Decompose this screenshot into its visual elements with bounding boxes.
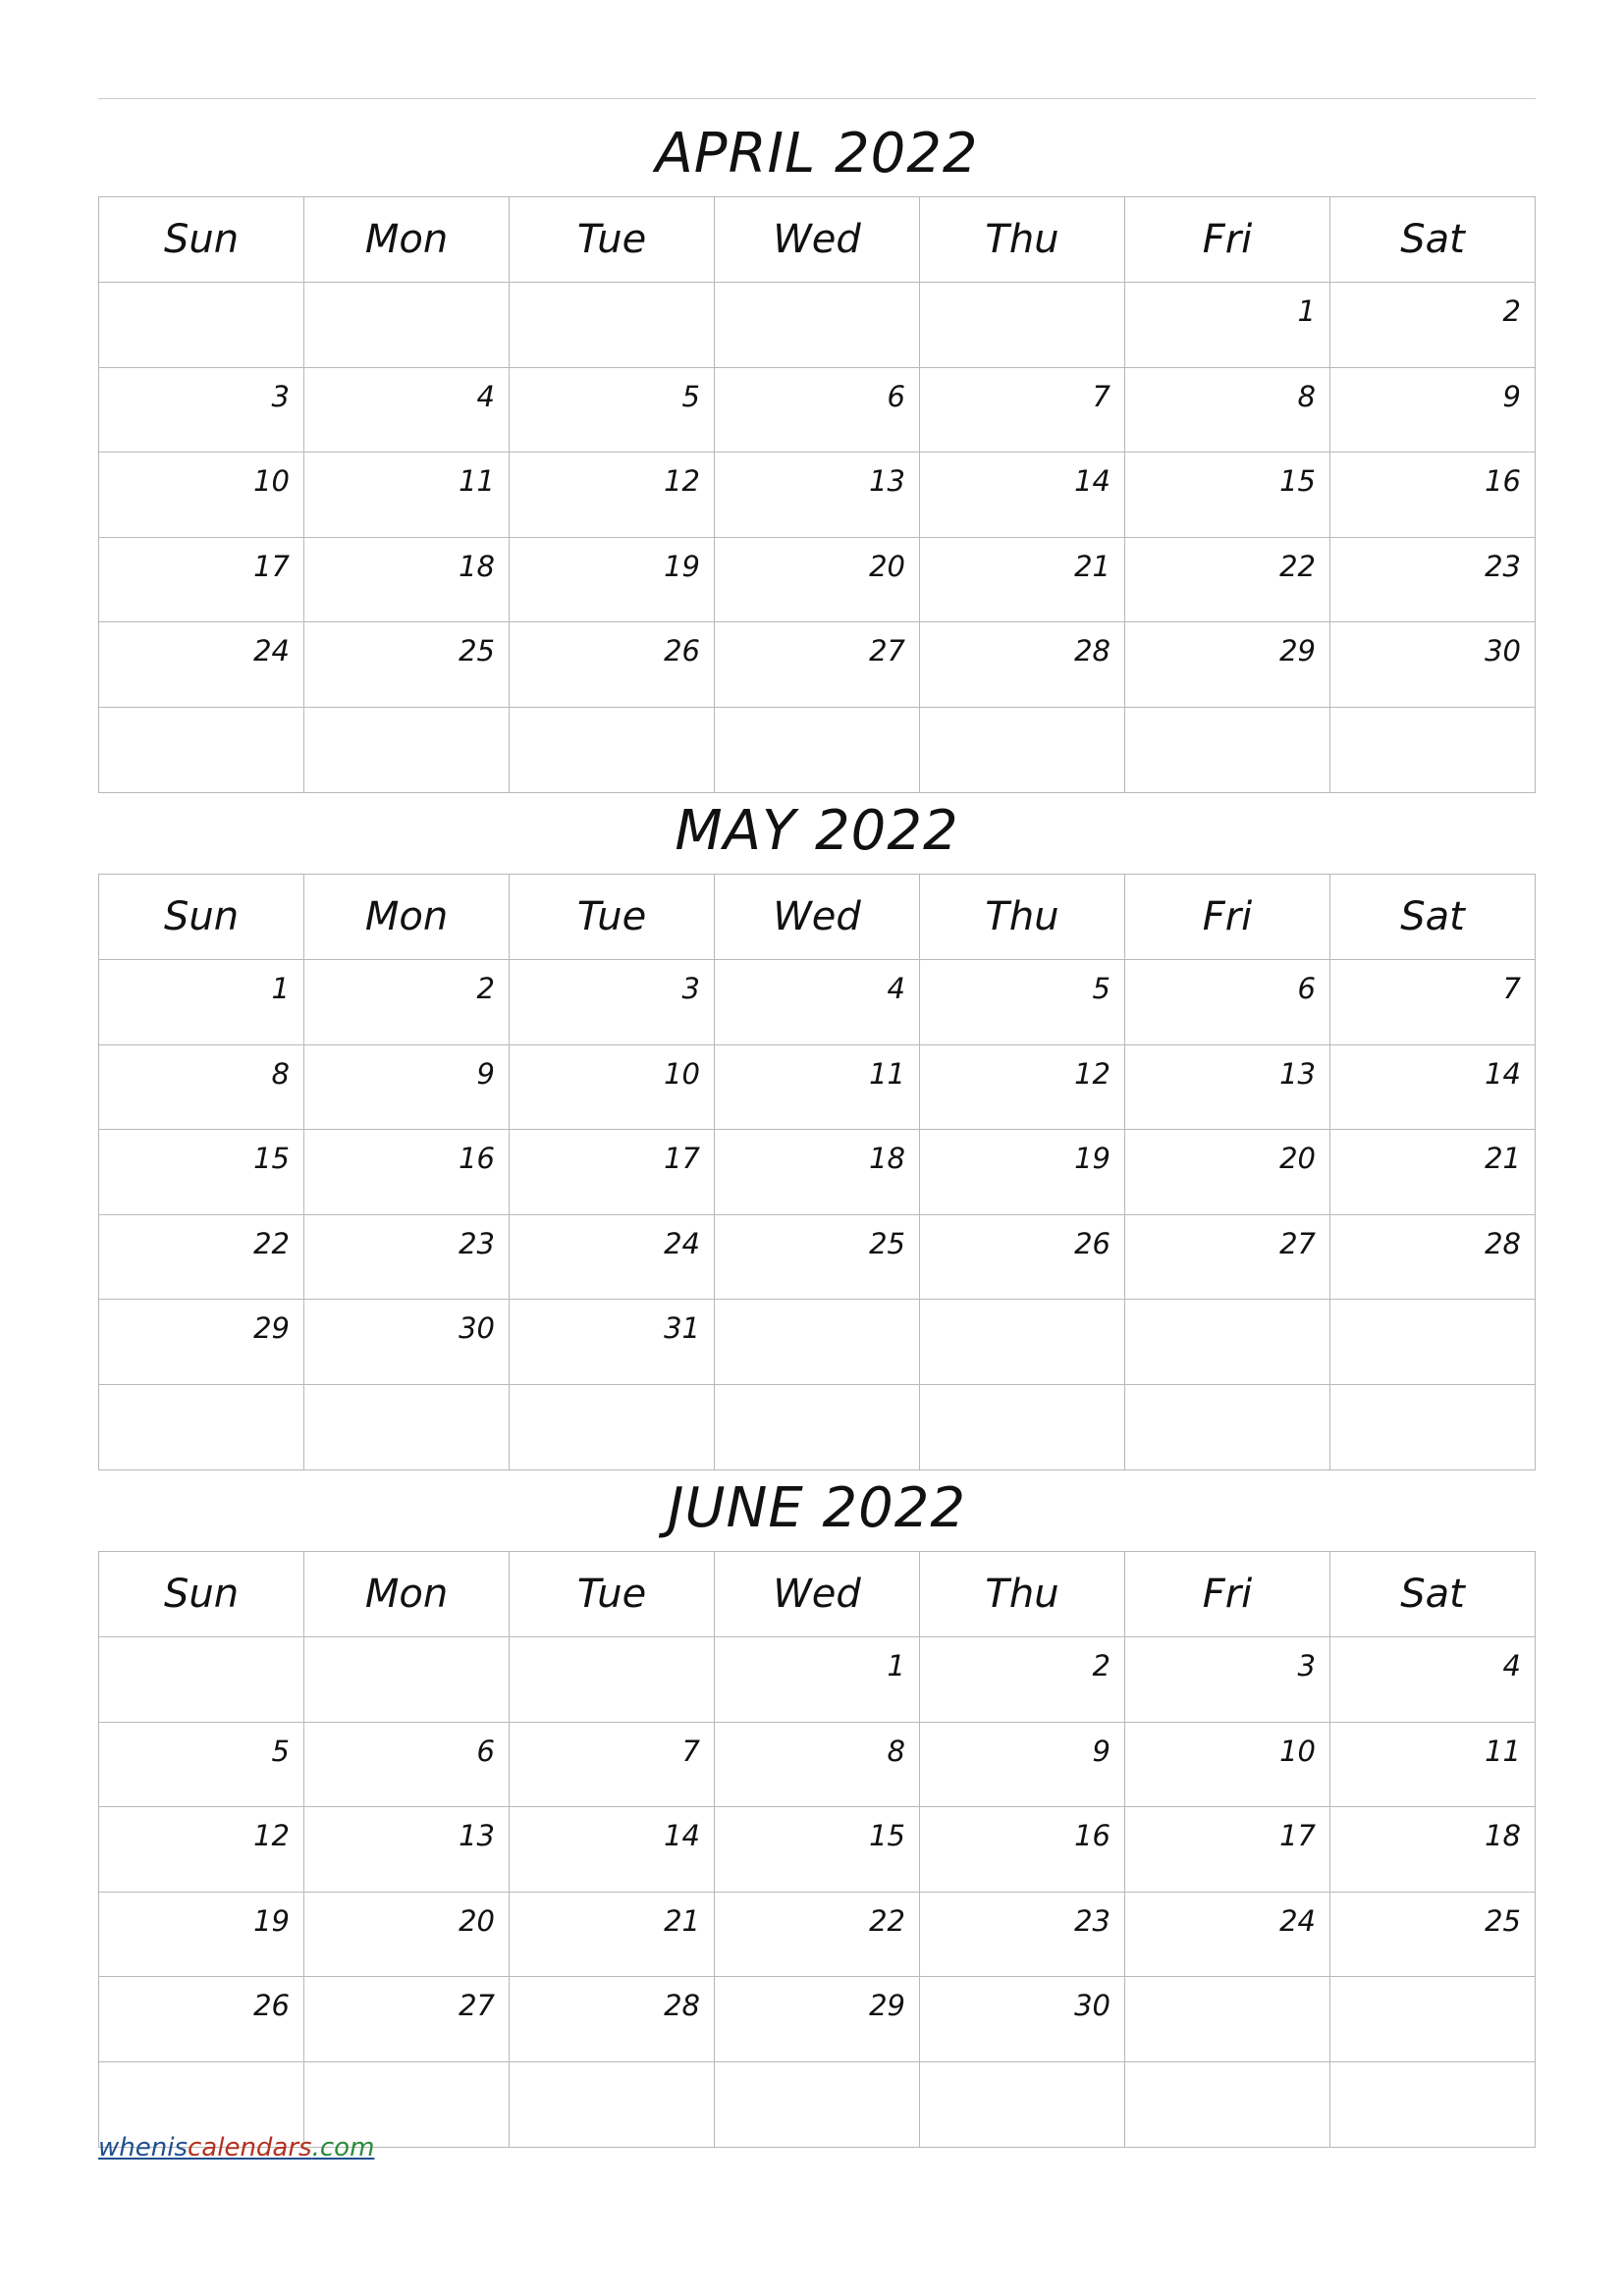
- day-cell: 21: [1330, 1130, 1536, 1215]
- day-cell: 20: [1125, 1130, 1330, 1215]
- month-title: MAY 2022: [675, 799, 959, 863]
- day-cell: 21: [920, 537, 1125, 622]
- day-cell: [715, 283, 920, 368]
- day-cell: [510, 707, 715, 792]
- day-cell: 7: [1330, 960, 1536, 1045]
- day-cell: 14: [920, 453, 1125, 538]
- day-cell: 6: [715, 367, 920, 453]
- weekday-header: Sun: [99, 875, 304, 960]
- day-cell: 10: [510, 1044, 715, 1130]
- month-calendar: [98, 1466, 1536, 2148]
- day-cell: 4: [715, 960, 920, 1045]
- day-cell: 23: [304, 1214, 510, 1300]
- day-cell: 9: [1330, 367, 1536, 453]
- week-row: [99, 1044, 1536, 1130]
- day-cell: 30: [1330, 622, 1536, 708]
- day-cell: 19: [920, 1130, 1125, 1215]
- weekday-header: Fri: [1125, 1552, 1330, 1637]
- weekday-header-row: [99, 1552, 1536, 1637]
- day-cell: 26: [920, 1214, 1125, 1300]
- day-cell: 15: [1125, 453, 1330, 538]
- weekday-header-row: [99, 197, 1536, 283]
- day-cell: [715, 2061, 920, 2147]
- day-cell: 20: [304, 1892, 510, 1977]
- weekday-header: Mon: [304, 1552, 510, 1637]
- weekday-header: Wed: [715, 197, 920, 283]
- month-calendar: [98, 111, 1536, 793]
- day-cell: 6: [304, 1722, 510, 1807]
- month-title: APRIL 2022: [655, 122, 979, 186]
- day-cell: [1330, 1977, 1536, 2062]
- month-calendar: [98, 788, 1536, 1470]
- day-cell: 8: [1125, 367, 1330, 453]
- month-grid: [98, 1551, 1536, 2148]
- day-cell: 26: [99, 1977, 304, 2062]
- week-row: [99, 283, 1536, 368]
- day-cell: [510, 283, 715, 368]
- day-cell: 28: [510, 1977, 715, 2062]
- day-cell: 5: [920, 960, 1125, 1045]
- day-cell: 13: [715, 453, 920, 538]
- site-link[interactable]: [98, 2133, 374, 2163]
- week-row: [99, 1722, 1536, 1807]
- day-cell: 1: [1125, 283, 1330, 368]
- day-cell: [304, 283, 510, 368]
- weekday-header-row: [99, 875, 1536, 960]
- day-cell: 11: [304, 453, 510, 538]
- day-cell: 16: [920, 1807, 1125, 1893]
- day-cell: 12: [510, 453, 715, 538]
- day-cell: 12: [99, 1807, 304, 1893]
- day-cell: 15: [99, 1130, 304, 1215]
- day-cell: [99, 1384, 304, 1469]
- day-cell: 14: [510, 1807, 715, 1893]
- day-cell: 27: [304, 1977, 510, 2062]
- day-cell: 5: [99, 1722, 304, 1807]
- day-cell: 8: [99, 1044, 304, 1130]
- day-cell: 25: [715, 1214, 920, 1300]
- weekday-header: Mon: [304, 197, 510, 283]
- day-cell: 29: [715, 1977, 920, 2062]
- day-cell: 8: [715, 1722, 920, 1807]
- day-cell: 6: [1125, 960, 1330, 1045]
- weekday-header: Sun: [99, 197, 304, 283]
- day-cell: 7: [920, 367, 1125, 453]
- top-divider: [98, 98, 1536, 99]
- day-cell: [920, 1384, 1125, 1469]
- weekday-header: Sun: [99, 1552, 304, 1637]
- day-cell: 20: [715, 537, 920, 622]
- weekday-header: Fri: [1125, 197, 1330, 283]
- day-cell: [715, 1300, 920, 1385]
- weekday-header: Sat: [1330, 197, 1536, 283]
- day-cell: 28: [920, 622, 1125, 708]
- day-cell: 29: [1125, 622, 1330, 708]
- day-cell: 23: [920, 1892, 1125, 1977]
- month-title: JUNE 2022: [667, 1476, 967, 1540]
- day-cell: 18: [304, 537, 510, 622]
- day-cell: 3: [510, 960, 715, 1045]
- week-row: [99, 1214, 1536, 1300]
- month-grid: [98, 874, 1536, 1470]
- day-cell: 21: [510, 1892, 715, 1977]
- day-cell: 19: [99, 1892, 304, 1977]
- weekday-header: Sat: [1330, 1552, 1536, 1637]
- week-row: [99, 622, 1536, 708]
- day-cell: 10: [99, 453, 304, 538]
- day-cell: [304, 707, 510, 792]
- day-cell: 31: [510, 1300, 715, 1385]
- day-cell: 1: [715, 1637, 920, 1723]
- day-cell: 12: [920, 1044, 1125, 1130]
- month-grid: [98, 196, 1536, 793]
- day-cell: 18: [715, 1130, 920, 1215]
- day-cell: 2: [1330, 283, 1536, 368]
- day-cell: 29: [99, 1300, 304, 1385]
- day-cell: [1125, 1300, 1330, 1385]
- day-cell: [715, 1384, 920, 1469]
- week-row: [99, 1892, 1536, 1977]
- day-cell: [304, 1384, 510, 1469]
- weekday-header: Wed: [715, 1552, 920, 1637]
- day-cell: 3: [99, 367, 304, 453]
- day-cell: 30: [920, 1977, 1125, 2062]
- day-cell: 24: [1125, 1892, 1330, 1977]
- weekday-header: Wed: [715, 875, 920, 960]
- day-cell: 3: [1125, 1637, 1330, 1723]
- week-row: [99, 537, 1536, 622]
- day-cell: 30: [304, 1300, 510, 1385]
- day-cell: [1125, 2061, 1330, 2147]
- day-cell: 2: [920, 1637, 1125, 1723]
- weekday-header: Thu: [920, 875, 1125, 960]
- day-cell: [99, 707, 304, 792]
- weekday-header: Sat: [1330, 875, 1536, 960]
- day-cell: 13: [1125, 1044, 1330, 1130]
- day-cell: [99, 283, 304, 368]
- day-cell: 9: [920, 1722, 1125, 1807]
- day-cell: 26: [510, 622, 715, 708]
- day-cell: 24: [510, 1214, 715, 1300]
- day-cell: 16: [1330, 453, 1536, 538]
- day-cell: 10: [1125, 1722, 1330, 1807]
- day-cell: 5: [510, 367, 715, 453]
- day-cell: [99, 1637, 304, 1723]
- day-cell: 28: [1330, 1214, 1536, 1300]
- week-row: [99, 960, 1536, 1045]
- weekday-header: Tue: [510, 1552, 715, 1637]
- day-cell: [1125, 1977, 1330, 2062]
- weekday-header: Fri: [1125, 875, 1330, 960]
- week-row: [99, 1807, 1536, 1893]
- weekday-header: Mon: [304, 875, 510, 960]
- day-cell: 23: [1330, 537, 1536, 622]
- week-row: [99, 1977, 1536, 2062]
- site-link-part-whenis: whenis: [98, 2133, 188, 2163]
- day-cell: 11: [715, 1044, 920, 1130]
- day-cell: 27: [1125, 1214, 1330, 1300]
- week-row: [99, 1300, 1536, 1385]
- day-cell: 1: [99, 960, 304, 1045]
- day-cell: [920, 707, 1125, 792]
- day-cell: [510, 2061, 715, 2147]
- day-cell: [1330, 1300, 1536, 1385]
- day-cell: [920, 1300, 1125, 1385]
- day-cell: 18: [1330, 1807, 1536, 1893]
- week-row: [99, 1130, 1536, 1215]
- day-cell: 14: [1330, 1044, 1536, 1130]
- day-cell: 2: [304, 960, 510, 1045]
- day-cell: 25: [304, 622, 510, 708]
- day-cell: 25: [1330, 1892, 1536, 1977]
- day-cell: 19: [510, 537, 715, 622]
- day-cell: [510, 1384, 715, 1469]
- week-row: [99, 1637, 1536, 1723]
- site-link-part-calendars: calendars: [188, 2133, 312, 2163]
- day-cell: [1330, 707, 1536, 792]
- day-cell: [1330, 2061, 1536, 2147]
- day-cell: 4: [304, 367, 510, 453]
- week-row: [99, 707, 1536, 792]
- weekday-header: Tue: [510, 875, 715, 960]
- day-cell: 22: [1125, 537, 1330, 622]
- day-cell: [715, 707, 920, 792]
- day-cell: 4: [1330, 1637, 1536, 1723]
- day-cell: [1125, 1384, 1330, 1469]
- day-cell: [920, 283, 1125, 368]
- day-cell: 16: [304, 1130, 510, 1215]
- day-cell: 7: [510, 1722, 715, 1807]
- site-link-part-tld: .com: [311, 2133, 375, 2163]
- day-cell: 17: [99, 537, 304, 622]
- day-cell: 15: [715, 1807, 920, 1893]
- day-cell: 17: [1125, 1807, 1330, 1893]
- day-cell: [304, 1637, 510, 1723]
- week-row: [99, 367, 1536, 453]
- week-row: [99, 1384, 1536, 1469]
- day-cell: 22: [715, 1892, 920, 1977]
- day-cell: 9: [304, 1044, 510, 1130]
- day-cell: 24: [99, 622, 304, 708]
- day-cell: [510, 1637, 715, 1723]
- day-cell: 11: [1330, 1722, 1536, 1807]
- day-cell: 17: [510, 1130, 715, 1215]
- weekday-header: Thu: [920, 197, 1125, 283]
- weekday-header: Thu: [920, 1552, 1125, 1637]
- day-cell: 22: [99, 1214, 304, 1300]
- day-cell: [1125, 707, 1330, 792]
- weekday-header: Tue: [510, 197, 715, 283]
- day-cell: 27: [715, 622, 920, 708]
- day-cell: [1330, 1384, 1536, 1469]
- day-cell: [920, 2061, 1125, 2147]
- week-row: [99, 453, 1536, 538]
- day-cell: 13: [304, 1807, 510, 1893]
